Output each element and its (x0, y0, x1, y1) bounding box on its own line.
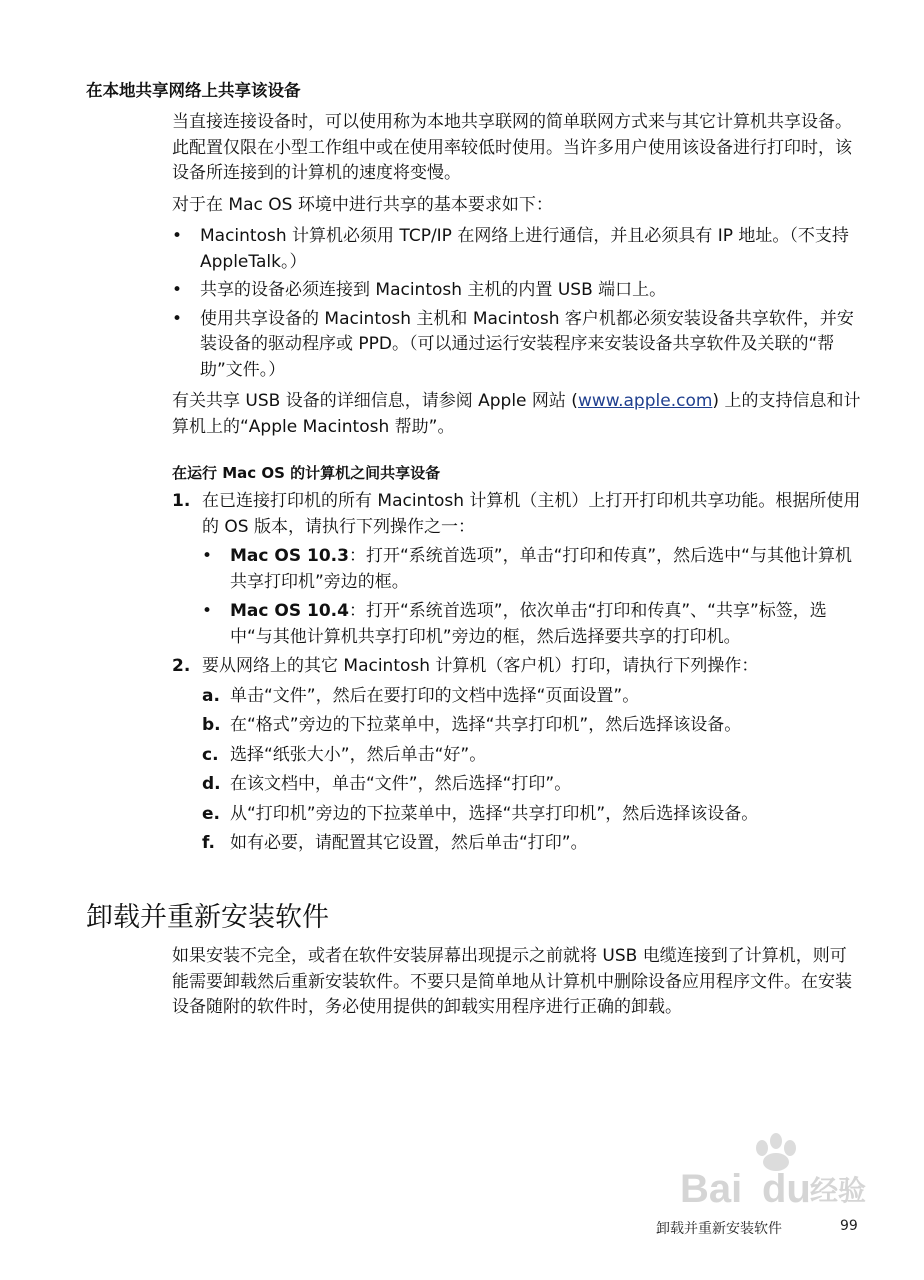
step-item (172, 489, 862, 650)
info-paragraph (172, 389, 862, 440)
step-letter: e. (202, 803, 220, 824)
os-option-item (202, 599, 862, 650)
uninstall-body (172, 944, 862, 1027)
os-option-text: ：打开“系统首选项”，单击“打印和传真”，然后选中“与其他计算机共享打印机”旁边的框。 (230, 546, 852, 592)
page-number: 99 (840, 1218, 858, 1234)
os-option-label: Mac OS 10.3 (230, 546, 349, 566)
requirements-list (172, 224, 862, 383)
info-text-after: ) 上的支持信息和计算机上的“Apple Macintosh 帮助”。 (172, 391, 861, 437)
step-letter: a. (202, 685, 220, 706)
os-option-label: Mac OS 10.4 (230, 601, 349, 621)
client-step-item (202, 743, 862, 769)
steps-list (172, 489, 862, 857)
info-text-before: 有关共享 USB 设备的详细信息，请参阅 Apple 网站 ( (172, 391, 578, 411)
client-step-item (202, 713, 862, 739)
requirement-text: 共享的设备必须连接到 Macintosh 主机的内置 USB 端口上。 (200, 280, 667, 300)
uninstall-heading: 卸载并重新安装软件 (86, 902, 329, 933)
watermark-service-text: 经验 (810, 1174, 867, 1207)
step-text: 要从网络上的其它 Macintosh 计算机（客户机）打印，请执行下列操作： (202, 656, 759, 676)
client-step-item (202, 802, 862, 828)
client-step-text: 在“格式”旁边的下拉菜单中，选择“共享打印机”，然后选择该设备。 (230, 715, 742, 735)
requirements-intro: 对于在 Mac OS 环境中进行共享的基本要求如下： (172, 194, 553, 215)
client-step-text: 在该文档中，单击“文件”，然后选择“打印”。 (230, 774, 572, 794)
bullet-icon: • (172, 226, 183, 246)
step-number: 1. (172, 491, 191, 511)
requirement-item (172, 224, 862, 275)
step-letter: d. (202, 774, 221, 794)
step-text: 在已连接打印机的所有 Macintosh 计算机（主机）上打开打印机共享功能。根据所使用的 OS 版本，请执行下列操作之一： (202, 491, 861, 537)
step-letter: c. (202, 744, 219, 765)
client-step-item (202, 831, 862, 857)
client-step-item (202, 684, 862, 710)
os-option-item (202, 544, 862, 595)
bullet-icon: • (202, 546, 213, 566)
uninstall-paragraph: 如果安装不完全，或者在软件安装屏幕出现提示之前就将 USB 电缆连接到了计算机，则可能需要卸载然后重新安装软件。不要只是简单地从计算机中删除设备应用程序文件。在安装设备随附的软件时，务必使用提供的卸载实用程序进行正确的卸载。 (172, 946, 852, 1017)
client-step-item (202, 772, 862, 798)
footer-section-name: 卸载并重新安装软件 (656, 1221, 782, 1237)
section-title: 在本地共享网络上共享该设备 (86, 81, 301, 100)
client-step-text: 选择“纸张大小”，然后单击“好”。 (230, 744, 487, 765)
client-step-text: 从“打印机”旁边的下拉菜单中，选择“共享打印机”，然后选择该设备。 (230, 803, 759, 824)
step-item (172, 654, 862, 857)
requirement-item (172, 307, 862, 384)
bullet-icon: • (172, 280, 183, 300)
watermark-brand-du: du (762, 1167, 811, 1211)
os-option-text: ：打开“系统首选项”，依次单击“打印和传真”、“共享”标签，选中“与其他计算机共享打印机”旁边的框，然后选择要共享的打印机。 (230, 601, 827, 647)
baidu-jingyan-watermark (676, 1128, 876, 1216)
requirement-text: 使用共享设备的 Macintosh 主机和 Macintosh 客户机都必须安装设备共享软件，并安装设备的驱动程序或 PPD。（可以通过运行安装程序来安装设备共享软件及关联的“帮助”文件。） (200, 308, 854, 380)
page-footer (0, 1216, 924, 1246)
client-step-text: 如有必要，请配置其它设置，然后单击“打印”。 (230, 833, 588, 853)
section-body (172, 110, 862, 861)
watermark-brand-text: Bai (680, 1167, 743, 1211)
step-letter: f. (202, 833, 215, 853)
client-step-text: 单击“文件”，然后在要打印的文档中选择“页面设置”。 (230, 685, 640, 706)
paw-icon (756, 1133, 796, 1171)
requirement-item (172, 278, 862, 304)
bullet-icon: • (202, 601, 213, 621)
bullet-icon: • (172, 308, 183, 329)
os-options-list (202, 544, 862, 650)
requirement-text: Macintosh 计算机必须用 TCP/IP 在网络上进行通信，并且必须具有 IP 地址。（不支持 AppleTalk。） (200, 226, 849, 272)
intro-paragraph: 当直接连接设备时，可以使用称为本地共享联网的简单联网方式来与其它计算机共享设备。此配置仅限在小型工作组中或在使用率较低时使用。当许多用户使用该设备进行打印时，该设备所连接到的计算机的速度将变慢。 (172, 112, 852, 183)
step-number: 2. (172, 656, 191, 676)
apple-website-link[interactable]: www.apple.com (577, 391, 713, 411)
client-steps-list (202, 684, 862, 857)
subsection-title: 在运行 Mac OS 的计算机之间共享设备 (172, 464, 441, 482)
step-letter: b. (202, 715, 221, 735)
